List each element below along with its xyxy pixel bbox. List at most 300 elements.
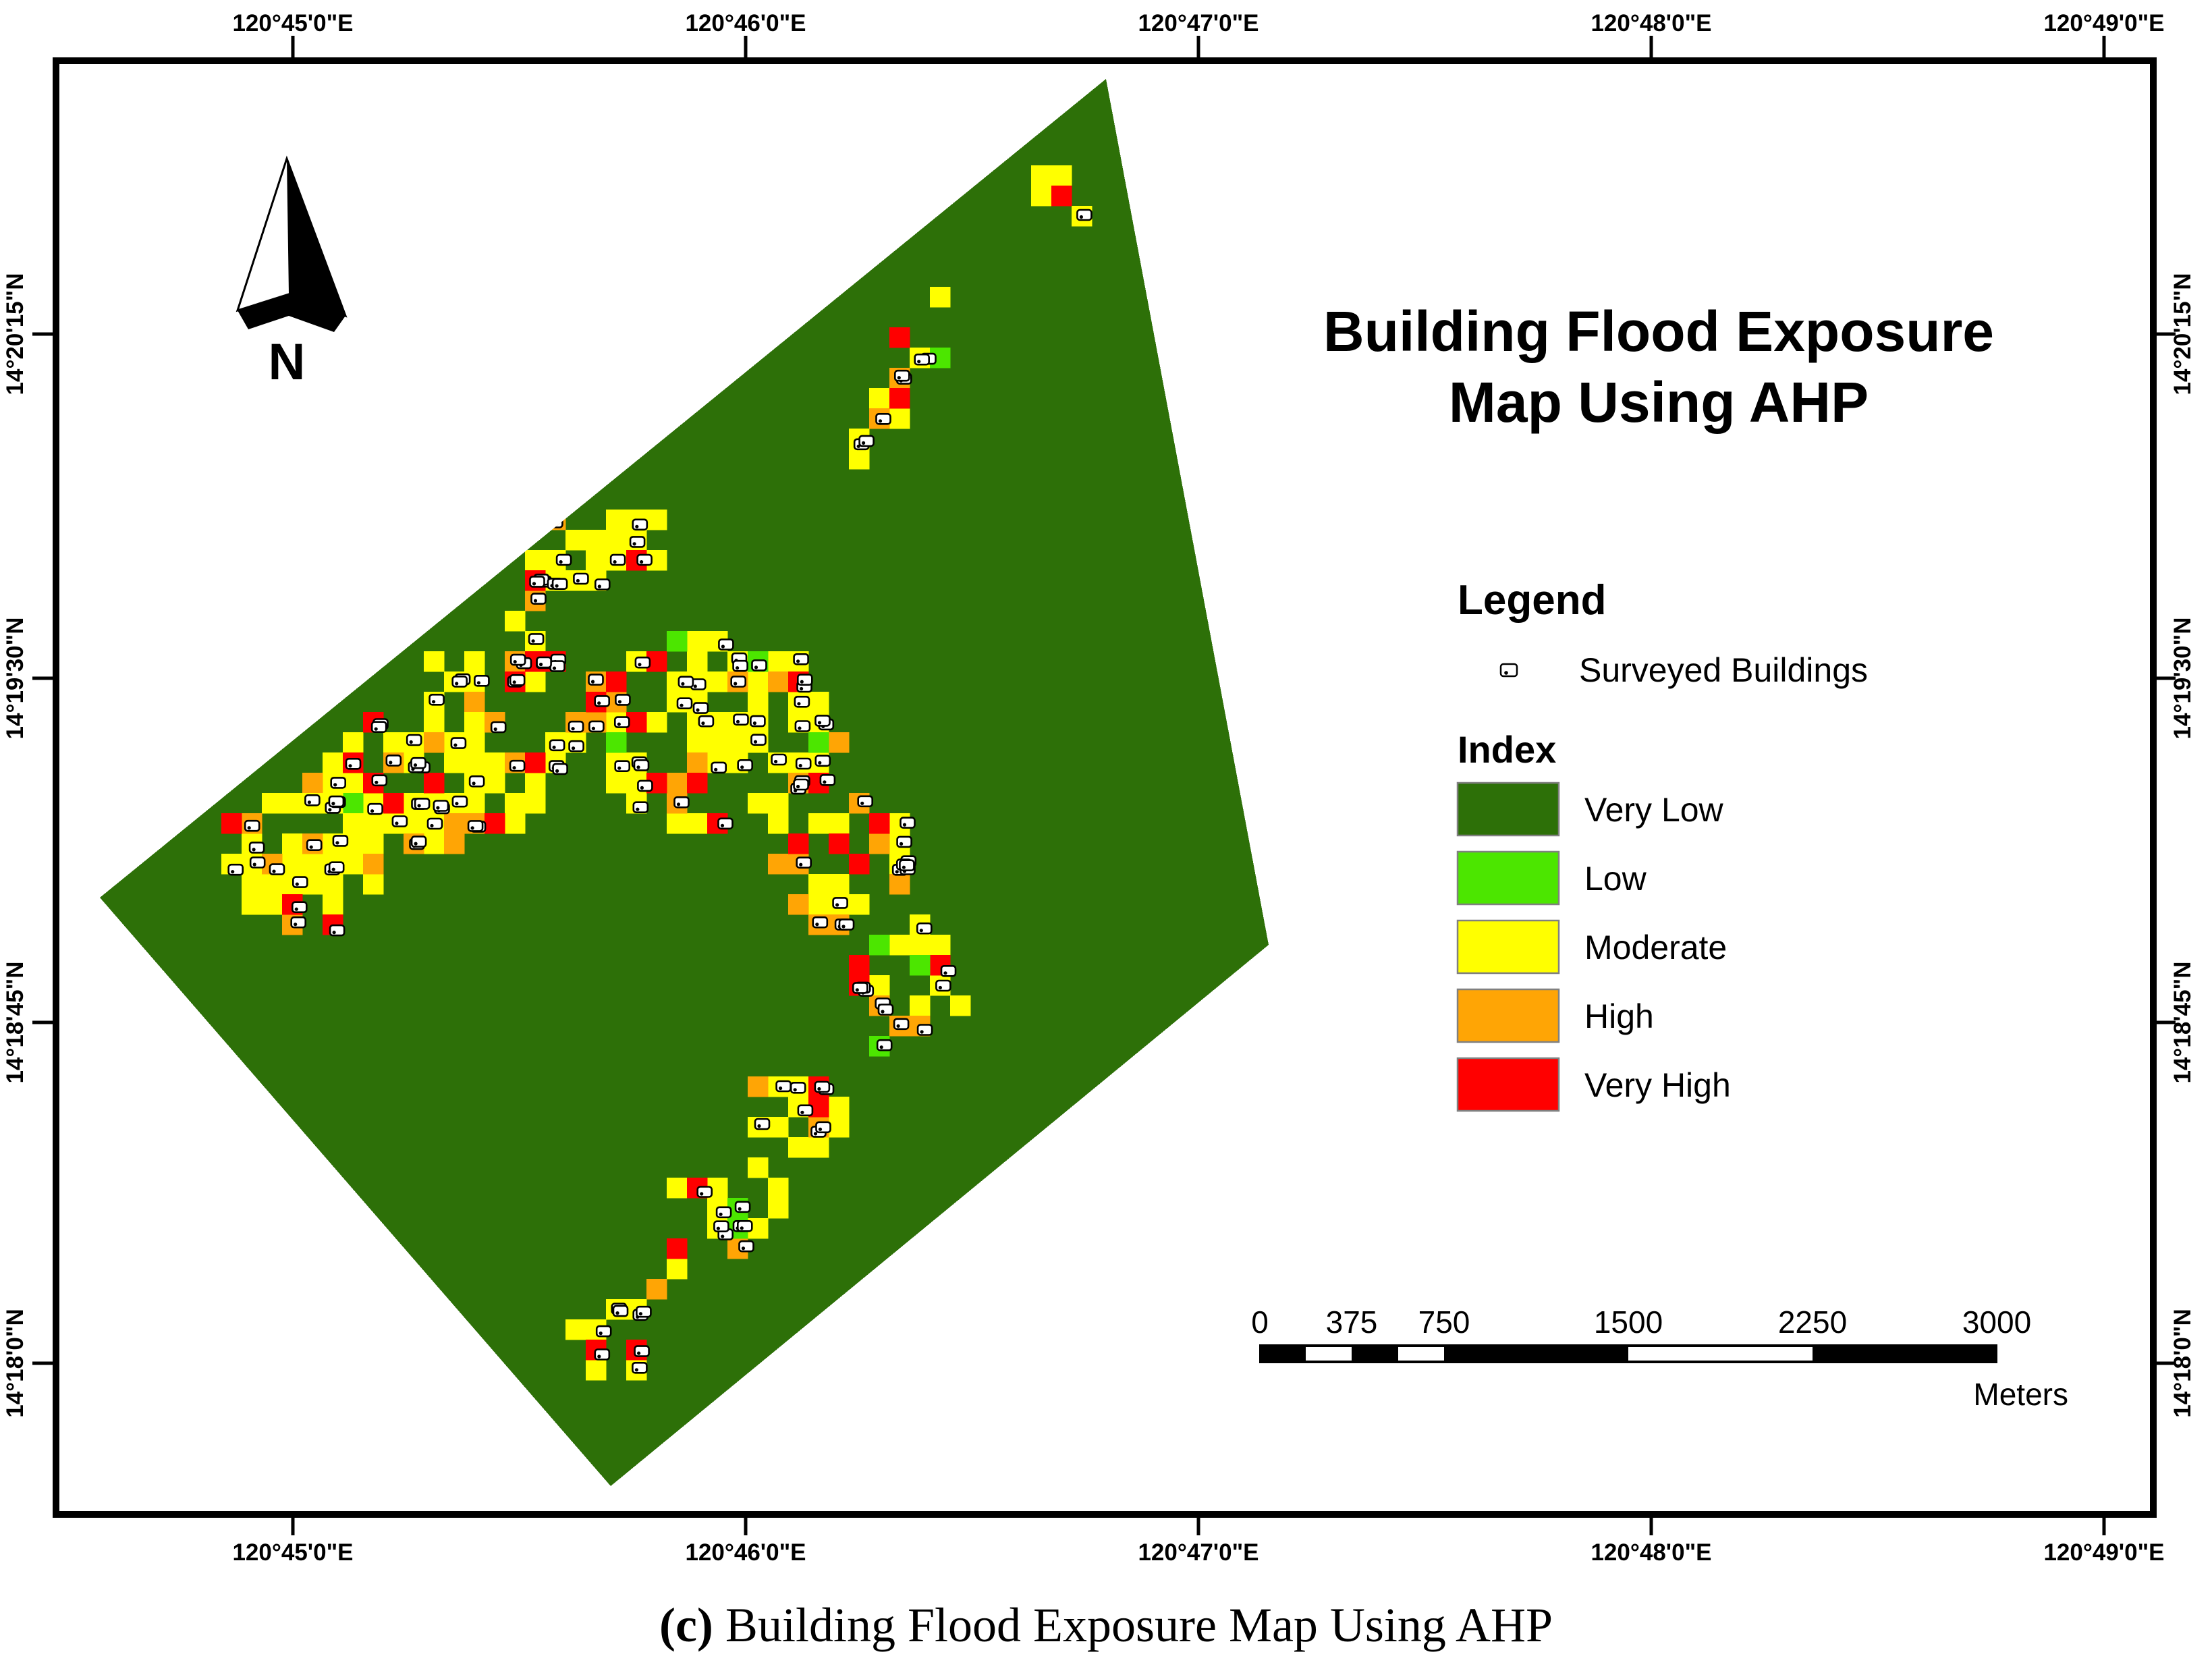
building-marker (491, 722, 505, 732)
exposure-cell (768, 671, 789, 692)
exposure-cell (464, 752, 485, 773)
exposure-cell (606, 732, 627, 753)
exposure-cell (808, 692, 829, 713)
building-marker (699, 716, 713, 726)
legend-label-very-high: Very High (1584, 1066, 1731, 1104)
exposure-cell (889, 935, 910, 956)
exposure-cell (910, 995, 931, 1016)
exposure-cell (849, 894, 870, 915)
building-marker (772, 755, 786, 765)
building-marker (877, 414, 891, 424)
building-marker (917, 923, 931, 933)
building-marker (553, 764, 568, 774)
longitude-label-top: 120°48'0"E (1591, 10, 1712, 36)
map-title-line1: Building Flood Exposure (1323, 300, 1994, 363)
building-marker (795, 696, 809, 707)
scale-bar-label: 0 (1251, 1305, 1269, 1340)
building-marker (453, 676, 467, 686)
exposure-cell (829, 874, 850, 895)
legend-label-low: Low (1584, 860, 1647, 898)
building-marker (595, 696, 609, 706)
surveyed-buildings-label: Surveyed Buildings (1579, 651, 1869, 689)
exposure-cell (1051, 165, 1072, 186)
longitude-label-bottom: 120°45'0"E (232, 1539, 354, 1566)
exposure-cell (525, 752, 546, 773)
scale-bar-label: 3000 (1962, 1305, 2032, 1340)
building-marker (292, 902, 306, 912)
longitude-label-top: 120°45'0"E (232, 10, 354, 36)
building-marker (550, 740, 564, 750)
building-marker (679, 677, 693, 687)
building-marker (858, 796, 873, 806)
exposure-cell (586, 530, 607, 551)
scale-bar-segment (1352, 1345, 1398, 1363)
building-marker (636, 657, 650, 667)
exposure-cell (363, 854, 384, 875)
building-marker (331, 777, 345, 788)
building-marker (470, 776, 484, 786)
building-marker (839, 919, 854, 929)
exposure-cell (829, 1097, 850, 1118)
exposure-cell (829, 833, 850, 854)
building-marker (250, 858, 265, 868)
building-marker (333, 835, 348, 846)
exposure-cell (707, 732, 728, 753)
building-marker (638, 555, 652, 565)
exposure-cell (424, 732, 445, 753)
longitude-label-bottom: 120°48'0"E (1591, 1539, 1712, 1566)
building-marker (675, 797, 689, 807)
exposure-cell (606, 671, 627, 692)
building-marker (634, 760, 648, 770)
building-marker (815, 1082, 829, 1092)
building-marker (734, 715, 748, 725)
exposure-cell (667, 813, 688, 834)
exposure-cell (323, 894, 343, 915)
exposure-cell (687, 651, 708, 672)
exposure-cell (282, 833, 303, 854)
building-marker (305, 795, 319, 805)
scale-bar-label: 2250 (1777, 1305, 1848, 1340)
exposure-cell (808, 732, 829, 753)
legend-label-very-low: Very Low (1584, 791, 1723, 829)
building-marker (694, 703, 708, 713)
exposure-cell (464, 712, 485, 733)
exposure-cell (707, 671, 728, 692)
exposure-cell (869, 833, 890, 854)
building-marker (915, 354, 929, 364)
exposure-cell (687, 752, 708, 773)
building-marker (412, 758, 426, 768)
latitude-label-left: 14°18'0"N (2, 1309, 28, 1418)
exposure-cell (464, 732, 485, 753)
exposure-cell (363, 833, 384, 854)
legend-swatch-high (1458, 989, 1559, 1042)
legend-swatch-very-high (1458, 1058, 1559, 1111)
legend-label-high: High (1584, 997, 1654, 1035)
building-marker (430, 694, 444, 705)
building-marker (569, 721, 583, 732)
building-marker (791, 1082, 805, 1093)
building-marker (633, 520, 647, 530)
legend-label-moderate: Moderate (1584, 929, 1727, 966)
exposure-cell (667, 1178, 688, 1199)
exposure-cell (1031, 186, 1052, 207)
exposure-cell (444, 752, 465, 773)
building-marker (1077, 210, 1091, 220)
exposure-cell (869, 813, 890, 834)
building-marker (895, 371, 909, 381)
exposure-cell (221, 813, 242, 834)
building-marker (393, 817, 407, 827)
exposure-cell (464, 651, 485, 672)
building-marker (372, 722, 386, 732)
building-marker (595, 580, 609, 590)
building-marker (510, 675, 524, 685)
exposure-cell (869, 388, 890, 409)
building-marker (434, 801, 448, 811)
exposure-cell (606, 510, 627, 530)
exposure-cell (667, 1259, 688, 1280)
index-heading: Index (1458, 728, 1557, 771)
exposure-cell (323, 752, 343, 773)
exposure-cell (768, 793, 789, 814)
exposure-cell (727, 732, 748, 753)
building-marker (796, 759, 810, 769)
north-arrow-label: N (268, 333, 306, 391)
exposure-cell (606, 530, 627, 551)
exposure-cell (1031, 165, 1052, 186)
building-marker (451, 738, 466, 748)
scale-bar-segment (1628, 1347, 1813, 1361)
building-marker (553, 579, 567, 589)
exposure-cell (383, 732, 404, 753)
exposure-cell (505, 793, 526, 814)
latitude-label-right: 14°20'15"N (2169, 273, 2196, 395)
building-marker (897, 837, 912, 847)
exposure-cell (849, 449, 870, 470)
scale-bar-units: Meters (1973, 1377, 2068, 1412)
latitude-label-left: 14°19'30"N (2, 617, 28, 740)
building-marker (635, 1346, 649, 1356)
exposure-cell (748, 1076, 769, 1097)
exposure-cell (343, 854, 364, 875)
building-marker (755, 1119, 769, 1129)
building-marker (407, 735, 421, 745)
building-marker (717, 1207, 731, 1217)
exposure-cell (829, 813, 850, 834)
scale-bar-label: 375 (1325, 1305, 1378, 1340)
exposure-cell (950, 995, 971, 1016)
building-marker (853, 983, 867, 993)
building-marker (529, 634, 543, 644)
latitude-label-left: 14°18'45"N (2, 961, 28, 1084)
exposure-cell (889, 874, 910, 895)
exposure-cell (363, 813, 384, 834)
exposure-cell (808, 874, 829, 895)
exposure-cell (687, 813, 708, 834)
building-marker (752, 735, 766, 745)
exposure-cell (788, 833, 809, 854)
exposure-cell (768, 854, 789, 875)
building-marker (900, 860, 914, 871)
exposure-cell (282, 793, 303, 814)
building-marker (860, 436, 874, 446)
longitude-label-bottom: 120°46'0"E (685, 1539, 806, 1566)
building-marker (412, 837, 426, 847)
building-marker (611, 555, 625, 565)
building-marker (510, 761, 524, 771)
exposure-cell (505, 611, 526, 632)
building-marker (714, 1222, 728, 1232)
exposure-cell (424, 651, 445, 672)
scale-bar-label: 1500 (1593, 1305, 1663, 1340)
building-marker (532, 594, 546, 604)
building-marker (813, 917, 827, 927)
building-marker (537, 657, 551, 667)
building-marker (615, 717, 629, 728)
exposure-cell (869, 935, 890, 956)
longitude-label-bottom: 120°49'0"E (2043, 1539, 2165, 1566)
exposure-cell (687, 732, 708, 753)
building-marker (740, 1241, 754, 1251)
building-marker (877, 1040, 891, 1050)
legend-swatch-very-low (1458, 783, 1559, 835)
exposure-cell (808, 1137, 829, 1158)
building-marker (794, 654, 808, 664)
exposure-cell (748, 1157, 769, 1178)
building-marker (474, 676, 489, 686)
exposure-cell (485, 752, 505, 773)
scale-bar-segment (1260, 1345, 1306, 1363)
exposure-cell (667, 631, 688, 652)
exposure-cell (910, 955, 931, 976)
exposure-cell (262, 793, 283, 814)
exposure-cell (302, 854, 323, 875)
exposure-cell (768, 813, 789, 834)
map-title-line2: Map Using AHP (1448, 371, 1869, 434)
exposure-cell (363, 874, 384, 895)
building-marker (329, 796, 343, 806)
building-marker (798, 1105, 812, 1116)
exposure-cell (687, 631, 708, 652)
building-marker (511, 655, 525, 665)
exposure-cell (646, 712, 667, 733)
building-marker (368, 804, 383, 814)
exposure-cell (667, 773, 688, 794)
building-marker (936, 981, 950, 991)
building-marker (798, 675, 812, 685)
building-marker (821, 775, 835, 785)
exposure-cell (323, 874, 343, 895)
exposure-cell (889, 388, 910, 409)
building-marker (250, 842, 264, 852)
building-marker (595, 1350, 609, 1360)
exposure-cell (424, 712, 445, 733)
exposure-cell (565, 530, 586, 551)
exposure-cell (768, 1117, 789, 1138)
building-marker (738, 1221, 752, 1231)
building-marker (597, 1326, 611, 1336)
exposure-cell (485, 773, 505, 794)
building-marker (794, 779, 808, 790)
building-marker (270, 865, 284, 875)
building-marker (750, 716, 765, 726)
building-marker (630, 537, 644, 547)
building-marker (346, 759, 360, 769)
building-marker (574, 574, 588, 584)
exposure-cell (485, 813, 505, 834)
building-marker (428, 819, 442, 829)
exposure-cell (646, 1279, 667, 1300)
building-marker (736, 1202, 750, 1212)
exposure-cell (687, 773, 708, 794)
building-marker (636, 1307, 651, 1317)
exposure-cell (242, 894, 262, 915)
building-marker (372, 775, 387, 786)
exposure-cell (748, 671, 769, 692)
scale-bar-segment (1306, 1347, 1352, 1361)
building-marker (901, 818, 915, 828)
building-marker (293, 877, 307, 887)
scale-bar-segment (1813, 1345, 1997, 1363)
legend-heading: Legend (1458, 577, 1607, 624)
building-marker (329, 862, 343, 873)
exposure-cell (525, 793, 546, 814)
scale-bar-segment (1444, 1345, 1628, 1363)
exposure-cell (565, 1319, 586, 1340)
exposure-cell (788, 894, 809, 915)
building-marker (796, 721, 810, 732)
exposure-cell (444, 813, 465, 834)
figure-caption (659, 1598, 1553, 1652)
building-marker (307, 840, 321, 850)
scale-bar-segments (1259, 1344, 1997, 1363)
building-marker (734, 661, 748, 671)
exposure-cell (829, 1117, 850, 1138)
exposure-cell (464, 692, 485, 713)
building-marker (797, 858, 811, 868)
building-marker (719, 819, 733, 829)
exposure-cell (343, 813, 364, 834)
exposure-cell (302, 773, 323, 794)
building-marker (833, 898, 848, 908)
longitude-label-top: 120°46'0"E (685, 10, 806, 36)
exposure-cell (748, 692, 769, 713)
building-marker (615, 761, 630, 771)
exposure-cell (768, 1178, 789, 1199)
exposure-cell (889, 408, 910, 429)
exposure-cell (343, 732, 364, 753)
surveyed-buildings-marker-icon (1501, 664, 1517, 676)
exposure-cell (930, 287, 951, 308)
building-marker (777, 1081, 791, 1091)
building-marker (894, 1019, 908, 1029)
building-marker (941, 966, 956, 976)
exposure-cell (383, 793, 404, 814)
exposure-cell (930, 935, 951, 956)
building-marker (468, 821, 482, 831)
exposure-cell (424, 833, 445, 854)
scale-bar-label: 750 (1418, 1305, 1470, 1340)
exposure-cell (829, 732, 850, 753)
building-marker (698, 1187, 712, 1197)
figure-caption-marker: (c) (659, 1598, 713, 1652)
building-marker (817, 1122, 831, 1132)
building-marker (330, 925, 344, 935)
building-marker (634, 802, 648, 813)
exposure-cell (768, 1198, 789, 1219)
latitude-label-right: 14°18'45"N (2169, 961, 2196, 1084)
building-marker (632, 1363, 646, 1373)
building-marker (245, 821, 259, 831)
latitude-label-left: 14°20'15"N (2, 273, 28, 395)
legend-swatch-low (1458, 852, 1559, 904)
exposure-cell (525, 671, 546, 692)
building-marker (918, 1025, 932, 1035)
exposure-cell (282, 854, 303, 875)
exposure-cell (889, 327, 910, 348)
exposure-cell (444, 833, 465, 854)
building-marker (731, 677, 746, 687)
exposure-cell (505, 813, 526, 834)
figure-caption-text: Building Flood Exposure Map Using AHP (713, 1598, 1553, 1652)
building-marker (229, 865, 243, 875)
exposure-cell (849, 854, 870, 875)
building-marker (292, 917, 306, 927)
building-marker (387, 755, 401, 765)
exposure-cell (586, 1360, 607, 1381)
exposure-cell (424, 773, 445, 794)
exposure-cell (808, 813, 829, 834)
legend-swatch-moderate (1458, 921, 1559, 973)
building-marker (551, 661, 565, 671)
exposure-cell (849, 955, 870, 976)
exposure-cell (525, 773, 546, 794)
building-marker (453, 796, 467, 806)
longitude-label-bottom: 120°47'0"E (1138, 1539, 1259, 1566)
scale-bar-segment (1398, 1347, 1444, 1361)
building-marker (570, 741, 584, 751)
exposure-cell (667, 1238, 688, 1259)
exposure-cell (262, 874, 283, 895)
building-marker (613, 1306, 628, 1316)
building-marker (738, 760, 752, 770)
building-marker (638, 781, 652, 791)
building-marker (530, 576, 545, 586)
exposure-cell (525, 550, 546, 571)
building-marker (415, 798, 429, 808)
building-marker (678, 698, 692, 709)
exposure-cell (586, 550, 607, 571)
building-marker (712, 763, 726, 773)
building-marker (589, 675, 603, 685)
exposure-cell (808, 894, 829, 915)
building-marker (557, 555, 571, 565)
exposure-cell (768, 651, 789, 672)
latitude-label-right: 14°18'0"N (2169, 1309, 2196, 1418)
exposure-cell (646, 510, 667, 530)
building-marker (752, 660, 767, 670)
exposure-cell (788, 1137, 809, 1158)
exposure-cell (242, 874, 262, 895)
exposure-cell (1051, 186, 1072, 207)
building-marker (816, 756, 830, 766)
building-marker (589, 721, 603, 732)
exposure-cell (262, 894, 283, 915)
longitude-label-top: 120°49'0"E (2043, 10, 2165, 36)
exposure-cell (910, 935, 931, 956)
